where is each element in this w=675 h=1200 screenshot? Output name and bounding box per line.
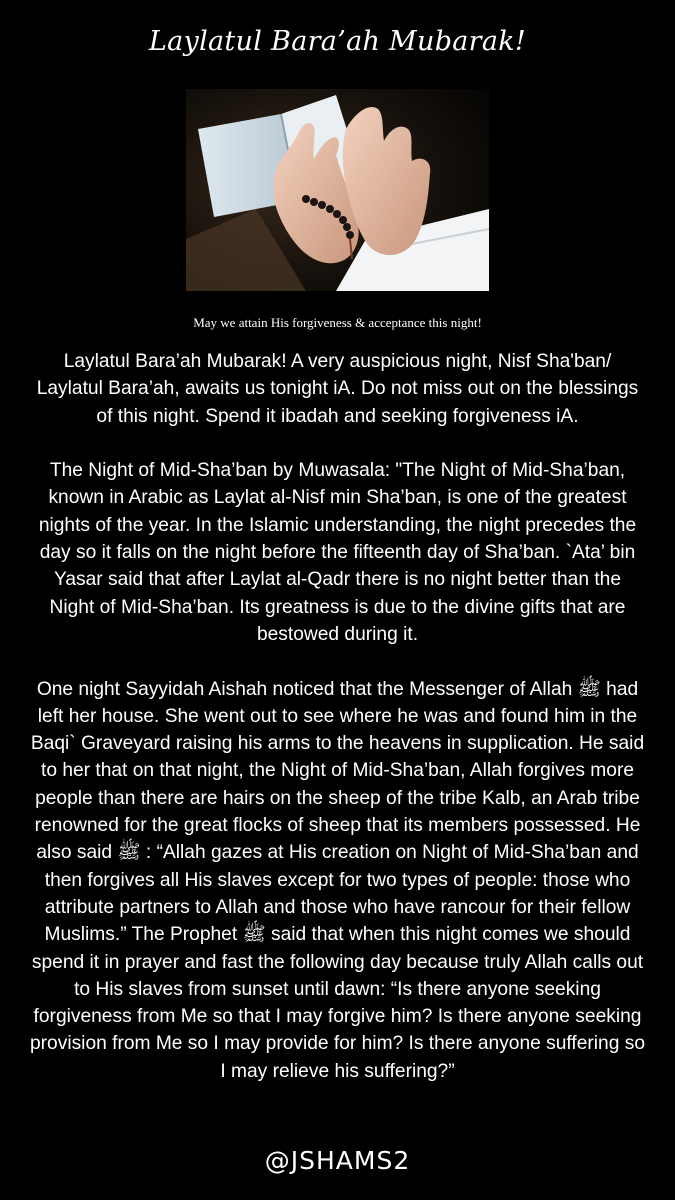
paragraph-hadith: One night Sayyidah Aishah noticed that the Messenger of Allah ﷺ had left her house. She went out to see where he was and found him in the Baqi` Graveyard raising his arms to the heavens in supplication. He said to her that on that night, the Night of Mid-Sha’ban, Allah forgives more people than there are hairs on the sheep of the tribe Kalb, an Arab tribe renowned for the great flocks of sheep that its members possessed. He also said ﷺ : “Allah gazes at His creation on Night of Mid-Sha’ban and then forgives all His slaves except for two types of people: those who attribute partners to Allah and those who have rancour for their fellow Muslims.” The Prophet ﷺ said that when this night comes we should spend it in prayer and fast the following day because truly Allah calls out to His slaves from sunset until dawn: “Is there anyone seeking forgiveness from Me so that I may forgive him? Is there anyone seeking provision from Me so I may provide for him? Is there anyone suffering so I may relieve his suffering?”: [30, 678, 645, 1082]
photo-caption: May we attain His forgiveness & acceptance this night!: [193, 315, 482, 330]
paragraph-mid-shaban: The Night of Mid-Sha’ban by Muwasala: "The Night of Mid-Sha’ban, known in Arabic as Laylat al-Nisf min Sha’ban, is one of the greatest nights of the year. In the Islamic understanding, the night precedes the day so it falls on the night before the fifteenth day of Sha’ban. `Ata’ bin Yasar said that after Laylat al-Qadr there is no night better than the Night of Mid-Sha’ban. Its greatness is due to the divine gifts that are bestowed during it.: [38, 460, 637, 645]
page-title: Laylatul Bara’ah Mubarak!: [148, 26, 527, 57]
body-text: [30, 348, 645, 1112]
paragraph-intro: Laylatul Bara’ah Mubarak! A very auspicious night, Nisf Sha'ban/ Laylatul Bara’ah, awaits us tonight iA. Do not miss out on the blessings of this night. Spend it ibadah and seeking forgiveness iA.: [36, 351, 639, 427]
praying-hands-photo: [186, 89, 489, 291]
author-handle: @JSHAMS2: [264, 1146, 411, 1175]
